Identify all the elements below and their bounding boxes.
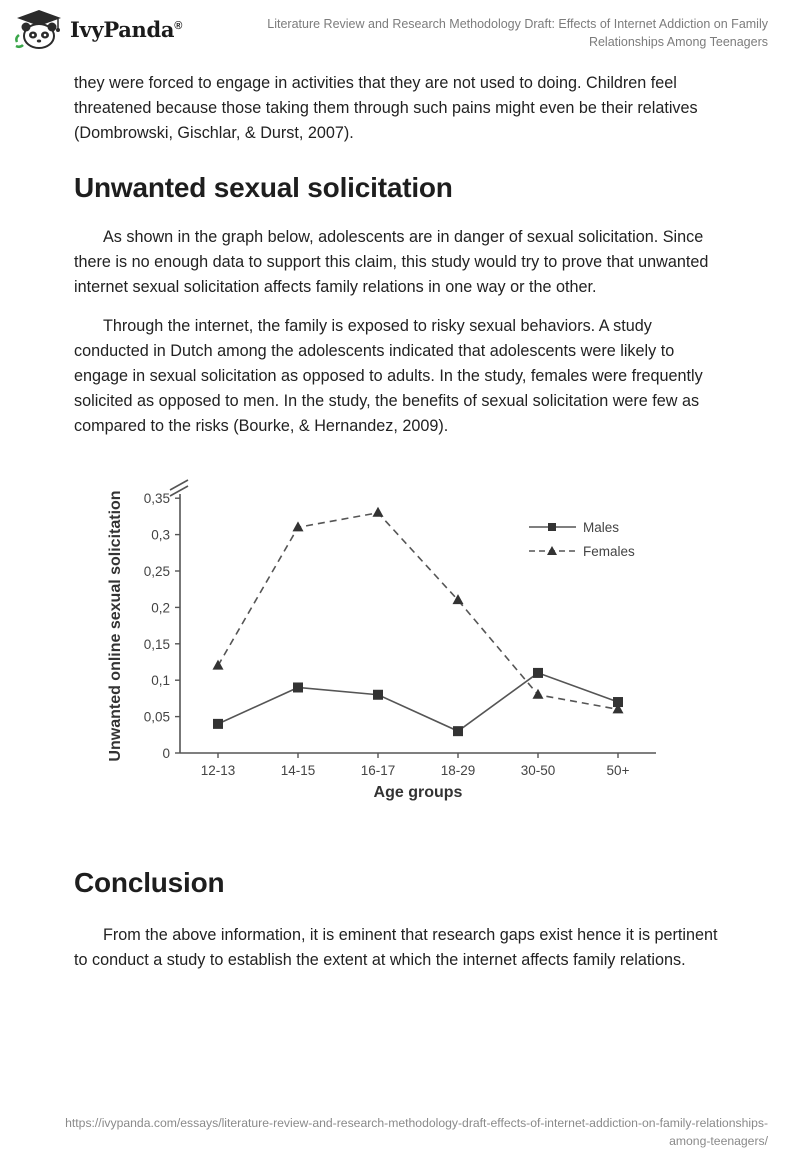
y-tick-label: 0,1 [151, 673, 170, 689]
data-point-males [293, 682, 303, 692]
series-line-males [218, 673, 618, 731]
data-point-females [533, 689, 544, 699]
data-point-males [213, 719, 223, 729]
data-point-males [533, 668, 543, 678]
x-tick-label: 12-13 [200, 763, 236, 778]
legend-males-label: Males [583, 520, 620, 535]
x-tick-label: 30-50 [520, 763, 556, 778]
legend-females-marker [547, 546, 557, 555]
section-heading-conclusion: Conclusion [74, 867, 225, 898]
document-title: Literature Review and Research Methodology Draft: Effects of Internet Addiction on Family Relationships Among Teenagers [267, 17, 768, 49]
data-point-males [453, 726, 463, 736]
logo-text: IvyPanda® [70, 16, 183, 42]
y-tick-label: 0,05 [143, 709, 170, 725]
solicitation-line-chart [96, 466, 666, 806]
y-axis-label: Unwanted online sexual solicitation [107, 490, 124, 762]
x-tick-label: 14-15 [280, 763, 316, 778]
panda-logo-icon [14, 8, 64, 50]
x-axis-label: Age groups [373, 784, 463, 801]
source-url[interactable]: https://ivypanda.com/essays/literature-review-and-research-methodology-draft-effects-of-internet-addiction-on-family-relationships-among-teenagers/ [65, 1116, 768, 1148]
ivypanda-logo[interactable] [14, 8, 182, 50]
y-tick-label: 0,15 [143, 636, 170, 652]
legend-females-label: Females [583, 544, 635, 559]
paragraph-conclusion: From the above information, it is eminent that research gaps exist hence it is pertinent to conduct a study to establish the extent at which the internet affects family relations. [74, 926, 718, 969]
axis-break-mark [170, 480, 188, 496]
chart-svg [96, 466, 666, 806]
section-heading-unwanted-solicitation: Unwanted sexual solicitation [74, 172, 453, 203]
y-tick-label: 0,25 [143, 564, 170, 579]
legend-males-marker [548, 523, 556, 531]
data-point-females [293, 521, 304, 531]
data-point-males [373, 690, 383, 700]
paragraph-dutch-study: Through the internet, the family is exposed to risky sexual behaviors. A study conducted in Dutch among the adolescents indicated that adolescents were likely to engage in sexual solicitation as opposed to adults. In the study, females were frequently solicited as opposed to men. In the study, the benefits of sexual solicitation were few as compared to the risks (Bourke, & Hernandez, 2009). [74, 317, 703, 435]
data-point-females [373, 507, 384, 517]
x-tick-label: 18-29 [440, 763, 476, 778]
y-tick-label: 0,3 [151, 527, 170, 543]
intro-paragraph: they were forced to engage in activities that they are not used to doing. Children feel threatened because those taking them through such pains might even be their relatives (Dombrowski, Gischlar, & Durst, 2007). [74, 74, 698, 142]
chart-legend [529, 520, 635, 559]
y-tick-label: 0 [162, 746, 170, 761]
data-point-females [213, 660, 224, 670]
page-header [0, 0, 800, 60]
paragraph-graph-intro: As shown in the graph below, adolescents are in danger of sexual solicitation. Since there is no enough data to support this claim, this study would try to prove that unwanted internet sexual solicitation affects family relations in one way or the other. [74, 228, 709, 296]
x-tick-label: 16-17 [360, 763, 396, 778]
y-tick-label: 0,35 [143, 491, 170, 507]
y-tick-label: 0,2 [151, 600, 170, 616]
x-tick-label: 50+ [606, 763, 630, 778]
